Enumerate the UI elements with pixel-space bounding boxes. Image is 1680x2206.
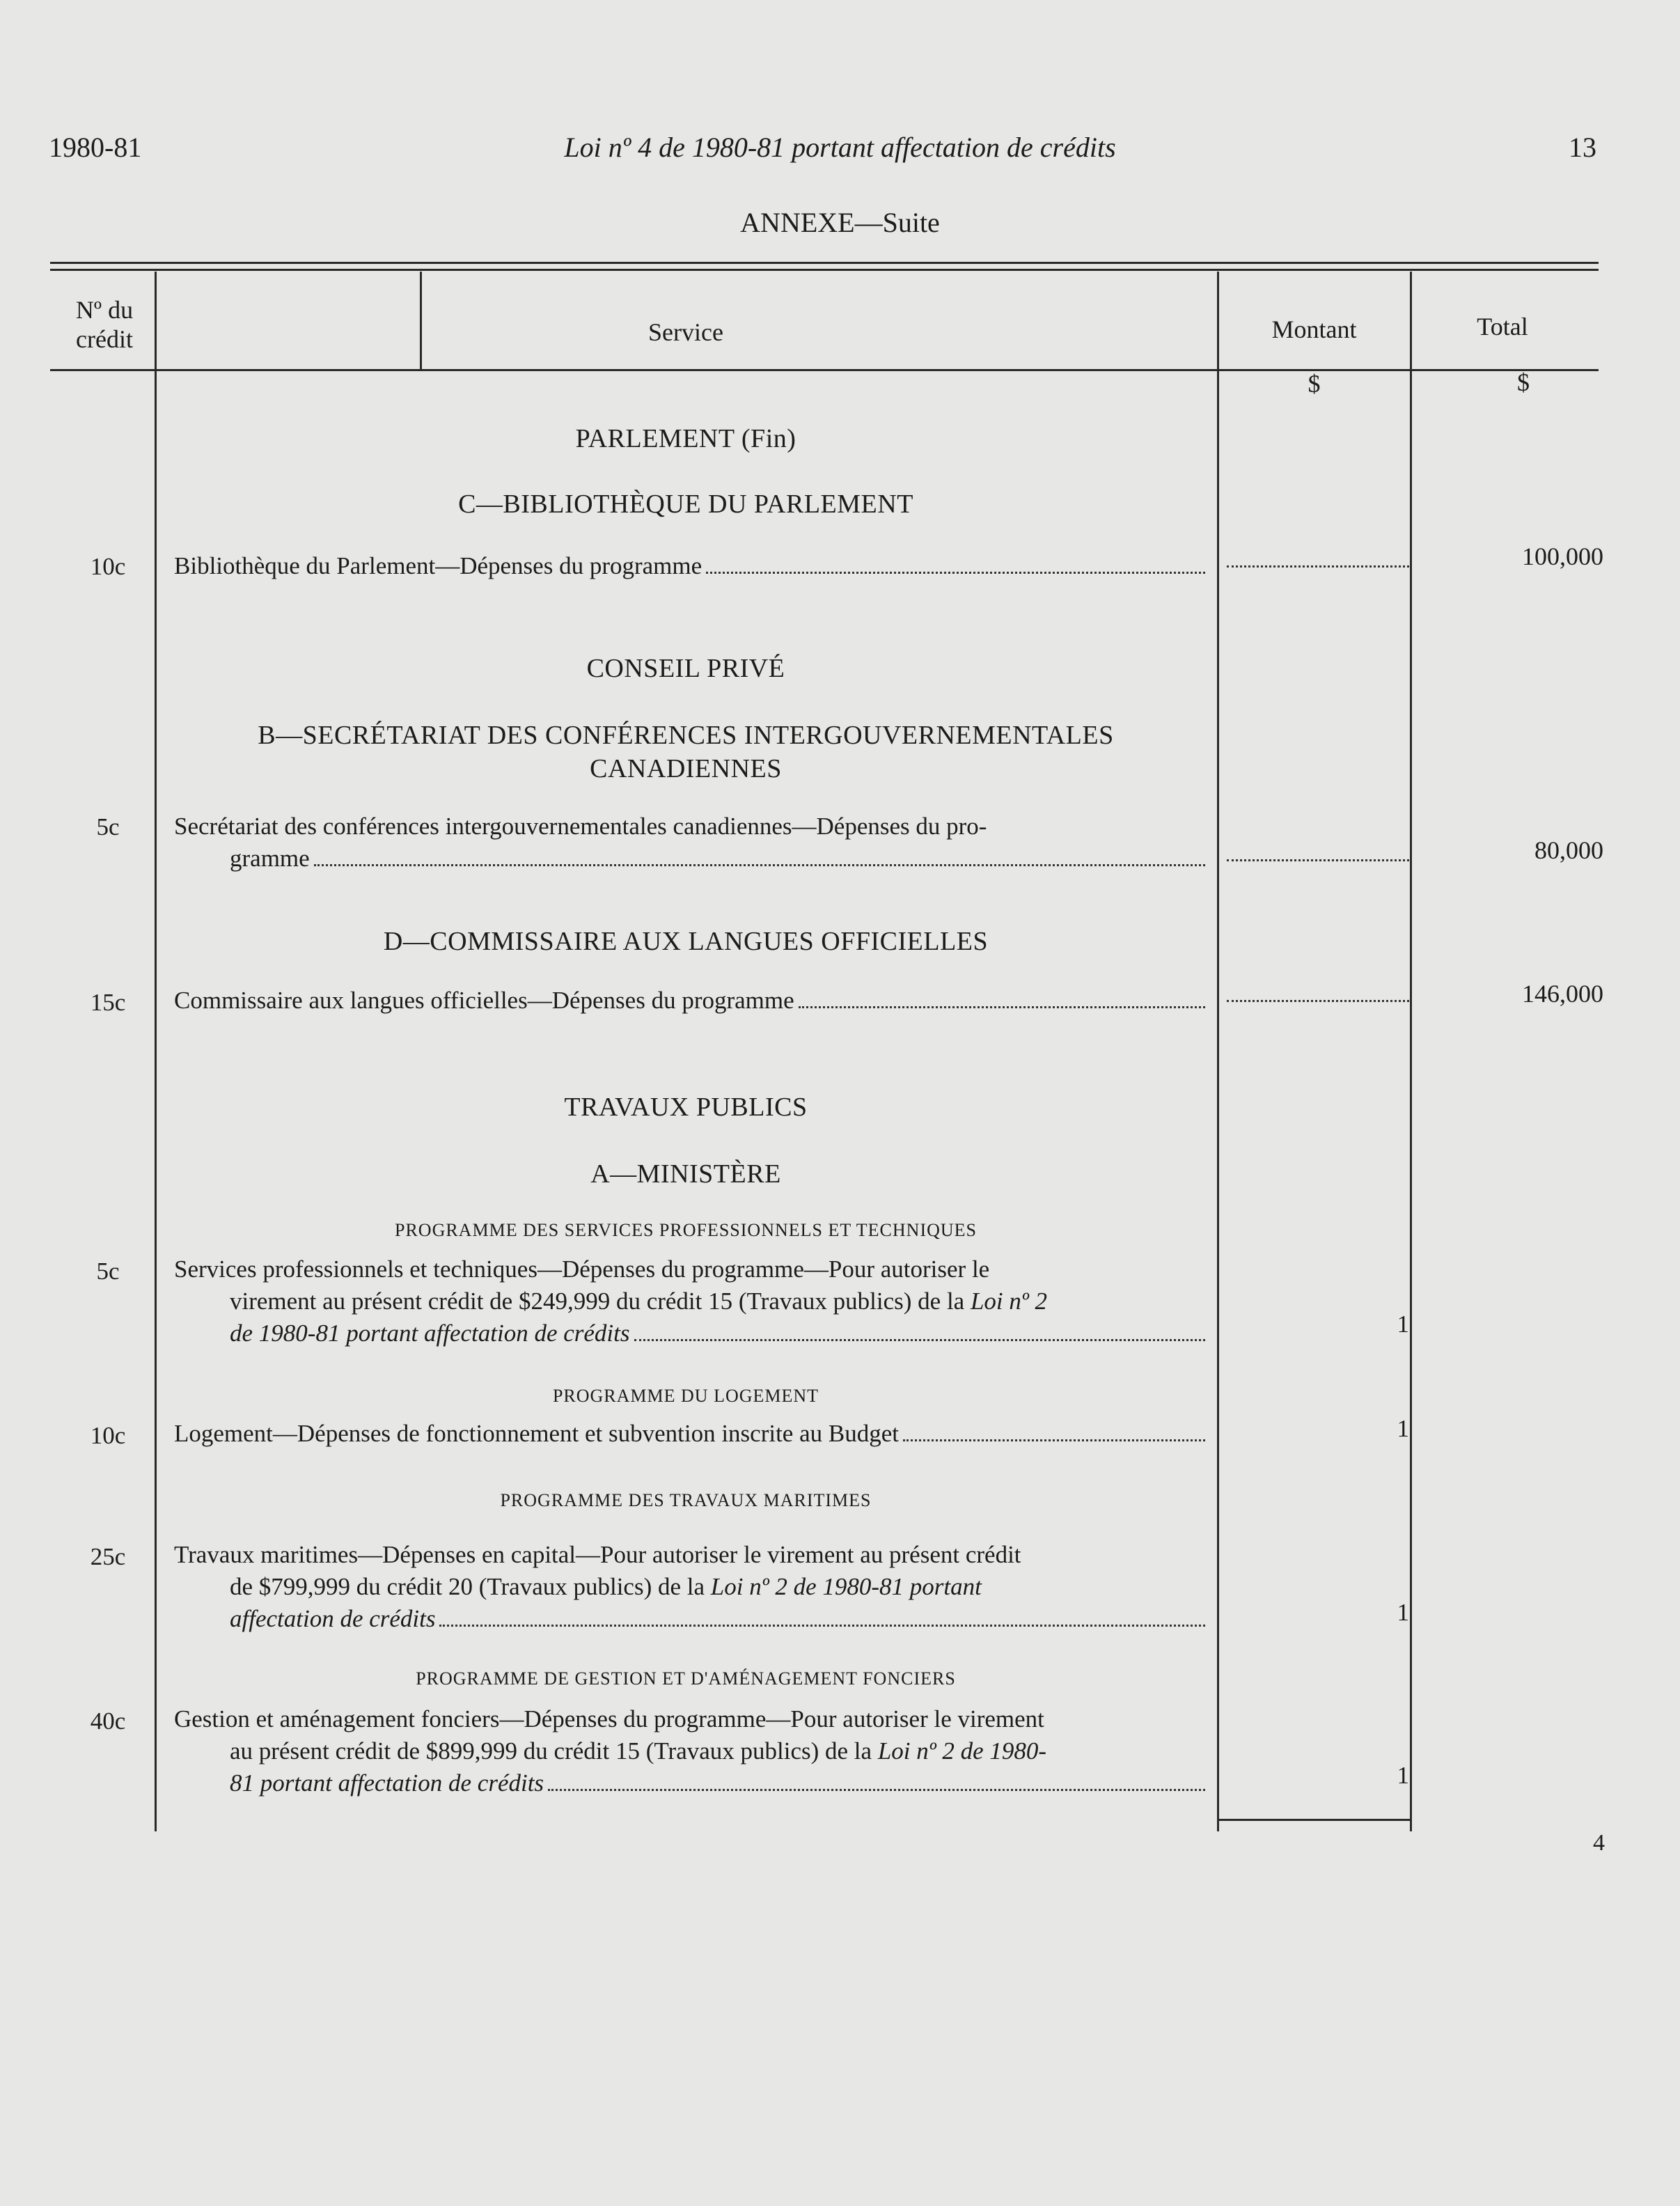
service-text: Logement—Dépenses de fonctionnement et subvention inscrite au Budget <box>174 1420 899 1447</box>
col-head-service: Service <box>648 318 723 346</box>
col-head-credit <box>56 295 153 354</box>
service-description <box>174 1418 1208 1450</box>
service-text: virement au présent crédit de $249,999 du crédit 15 (Travaux publics) de la <box>230 1288 965 1315</box>
montant-dots <box>1227 1000 1409 1002</box>
montant-dots <box>1227 565 1409 568</box>
col-head-credit-line2: crédit <box>76 325 133 353</box>
col-rule-total <box>1410 272 1412 1831</box>
dot-leader <box>314 864 1205 866</box>
dot-leader <box>439 1625 1205 1627</box>
service-description <box>174 1253 1208 1350</box>
program-heading <box>157 1220 1215 1241</box>
service-text: Gestion et aménagement fonciers—Dépenses du programme—Pour autoriser le virement <box>174 1705 1044 1732</box>
col-head-credit-line1: Nº du <box>75 296 134 324</box>
credit-number: 5c <box>96 1258 120 1285</box>
service-text: Commissaire aux langues officielles—Dépenses du programme <box>174 987 794 1014</box>
col-rule-montant <box>1217 272 1219 1831</box>
service-italic-text: Loi nº 2 <box>970 1288 1048 1315</box>
service-text: gramme <box>230 845 310 872</box>
col-unit-total: $ <box>1517 368 1530 396</box>
program-heading-text: PROGRAMME DES SERVICES PROFESSIONNELS ET TECHNIQUES <box>394 1220 977 1240</box>
section-secretariat-line2: CANADIENNES <box>590 754 782 783</box>
montant-amount: 1 <box>1397 1415 1409 1442</box>
credit-number: 15c <box>90 989 126 1016</box>
annexe-title <box>0 206 1680 239</box>
program-heading <box>157 1490 1215 1511</box>
montant-amount: 1 <box>1397 1599 1409 1626</box>
service-italic-text: affectation de crédits <box>230 1605 436 1632</box>
service-text: Travaux maritimes—Dépenses en capital—Pour autoriser le virement au présent crédit <box>174 1541 1021 1568</box>
service-description <box>174 1703 1208 1799</box>
annexe-title-text: ANNEXE—Suite <box>740 207 940 238</box>
col-unit-montant: $ <box>1308 370 1321 398</box>
total-amount: 80,000 <box>1534 836 1603 864</box>
program-heading <box>157 1386 1215 1407</box>
service-italic-text: 81 portant affectation de crédits <box>230 1769 544 1797</box>
header-year: 1980-81 <box>49 132 142 163</box>
credit-number: 25c <box>90 1543 126 1570</box>
section-parlement: PARLEMENT (Fin) <box>575 424 796 453</box>
service-description <box>174 1539 1208 1635</box>
credit-number: 40c <box>90 1707 126 1735</box>
dot-leader <box>799 1006 1205 1008</box>
col-head-montant: Montant <box>1271 315 1357 343</box>
service-text: Bibliothèque du Parlement—Dépenses du programme <box>174 552 702 579</box>
dot-leader <box>706 572 1205 574</box>
program-heading-text: PROGRAMME DE GESTION ET D'AMÉNAGEMENT FONCIERS <box>416 1668 956 1689</box>
section-commissaire: D—COMMISSAIRE AUX LANGUES OFFICIELLES <box>383 927 989 956</box>
section-secretariat <box>157 719 1215 785</box>
credit-number: 5c <box>96 813 120 840</box>
section-conseil-prive: CONSEIL PRIVÉ <box>586 654 785 683</box>
service-text: Services professionnels et techniques—Dépenses du programme—Pour autoriser le <box>174 1255 990 1283</box>
section-bibliotheque: C—BIBLIOTHÈQUE DU PARLEMENT <box>458 490 913 519</box>
service-description <box>174 985 1208 1017</box>
service-italic-text: de 1980-81 portant affectation de crédits <box>230 1320 630 1347</box>
page-number: 4 <box>1593 1830 1605 1856</box>
credit-number: 10c <box>90 553 126 580</box>
dot-leader <box>903 1439 1205 1441</box>
total-amount: 100,000 <box>1522 542 1603 570</box>
montant-amount: 1 <box>1397 1311 1409 1338</box>
dot-leader <box>548 1789 1205 1791</box>
montant-bottom-rule <box>1217 1819 1412 1821</box>
total-amount: 146,000 <box>1522 980 1603 1008</box>
table-top-rule-2 <box>50 269 1599 271</box>
montant-amount: 1 <box>1397 1762 1409 1789</box>
dot-leader <box>634 1339 1206 1341</box>
program-heading-text: PROGRAMME DES TRAVAUX MARITIMES <box>500 1490 872 1510</box>
section-ministere: A—MINISTÈRE <box>590 1159 781 1189</box>
credit-number: 10c <box>90 1422 126 1449</box>
section-secretariat-line1: B—SECRÉTARIAT DES CONFÉRENCES INTERGOUVERNEMENTALES <box>258 721 1114 750</box>
col-head-total: Total <box>1477 313 1528 341</box>
service-description <box>174 811 1208 875</box>
service-italic-text: Loi nº 2 de 1980-81 portant <box>710 1573 982 1600</box>
service-description <box>174 550 1208 582</box>
service-text: Secrétariat des conférences intergouvernementales canadiennes—Dépenses du pro- <box>174 813 987 840</box>
program-heading-text: PROGRAMME DU LOGEMENT <box>552 1386 819 1406</box>
service-text: au présent crédit de $899,999 du crédit 15 (Travaux publics) de la <box>230 1737 872 1765</box>
montant-dots <box>1227 859 1409 861</box>
header-title: Loi nº 4 de 1980-81 portant affectation de crédits <box>564 132 1116 163</box>
table-top-rule <box>50 262 1599 264</box>
section-travaux-publics: TRAVAUX PUBLICS <box>564 1093 808 1122</box>
service-text: de $799,999 du crédit 20 (Travaux publics) de la <box>230 1573 705 1600</box>
program-heading <box>157 1668 1215 1689</box>
header-page-number: 13 <box>1569 132 1596 163</box>
service-italic-text: Loi nº 2 de 1980- <box>877 1737 1047 1765</box>
